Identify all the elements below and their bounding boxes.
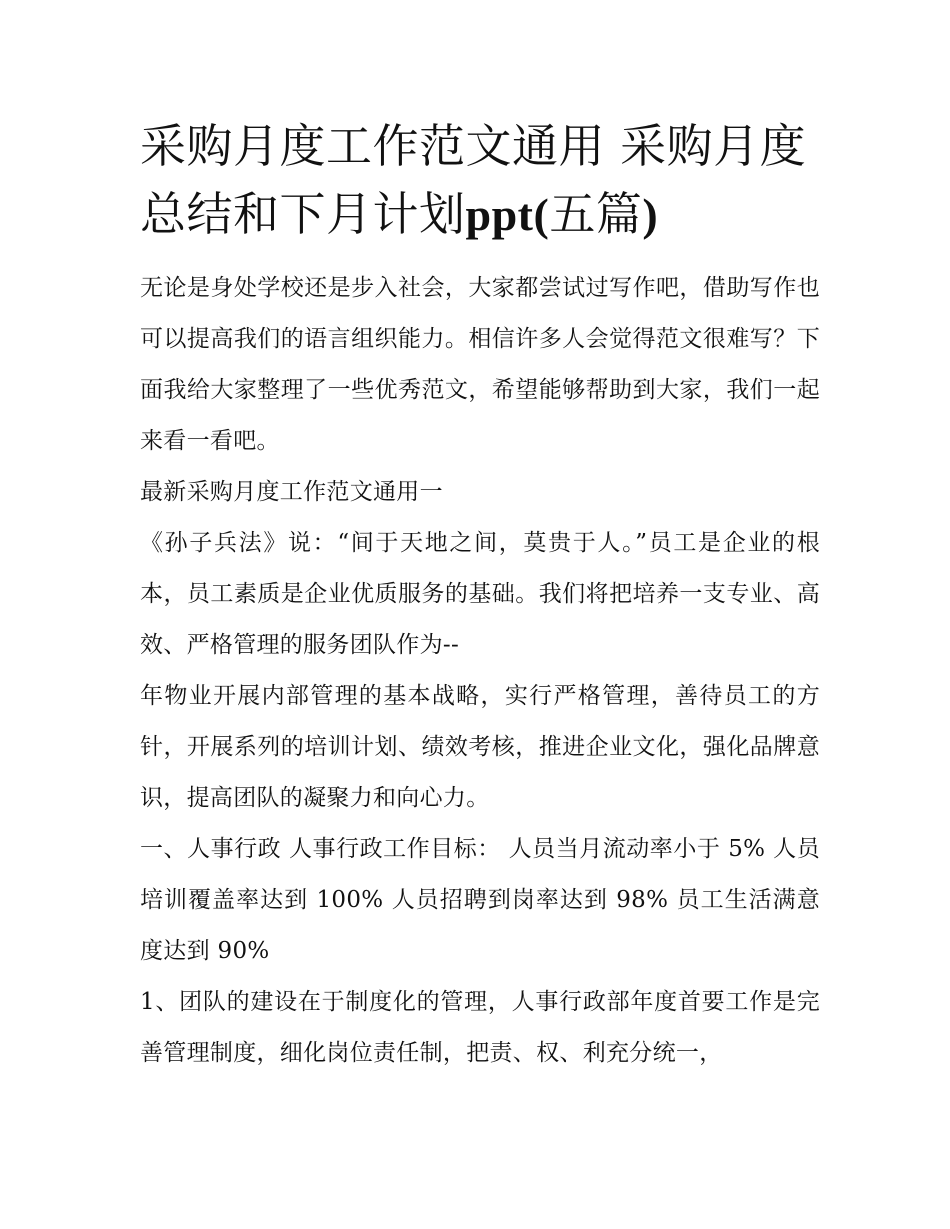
intro-paragraph: 无论是身处学校还是步入社会，大家都尝试过写作吧，借助写作也可以提高我们的语言组织能力。相信许多人会觉得范文很难写？下面我给大家整理了一些优秀范文，希望能够帮助到大家，我们一起来看一看吧。 [140, 275, 820, 454]
title-text-main: 采购月度工作范文通用 采购月度总结和下月计划 [140, 119, 807, 241]
list-item-paragraph: 1、团队的建设在于制度化的管理，人事行政部年度首要工作是完善管理制度，细化岗位责任制，把责、权、利充分统一， [140, 989, 820, 1066]
section-heading: 最新采购月度工作范文通用一 [140, 479, 443, 505]
body-paragraph: 年物业开展内部管理的基本战略，实行严格管理，善待员工的方针，开展系列的培训计划、绩效考核，推进企业文化，强化品牌意识，提高团队的凝聚力和向心力。 [140, 683, 820, 811]
body-paragraph: 《孙子兵法》说：“间于天地之间，莫贵于人。”员工是企业的根本，员工素质是企业优质服务的基础。我们将把培养一支专业、高效、严格管理的服务团队作为-- [140, 530, 820, 658]
title-text-count: 五篇 [549, 187, 643, 241]
targets-paragraph: 一、人事行政 人事行政工作目标： 人员当月流动率小于 5% 人员培训覆盖率达到 100% 人员招聘到岗率达到 98% 员工生活满意度达到 90% [140, 836, 820, 964]
title-text-latin: ppt( [465, 189, 550, 240]
document-page [140, 112, 820, 1079]
title-text-close: ) [642, 189, 659, 240]
document-title [140, 112, 820, 249]
